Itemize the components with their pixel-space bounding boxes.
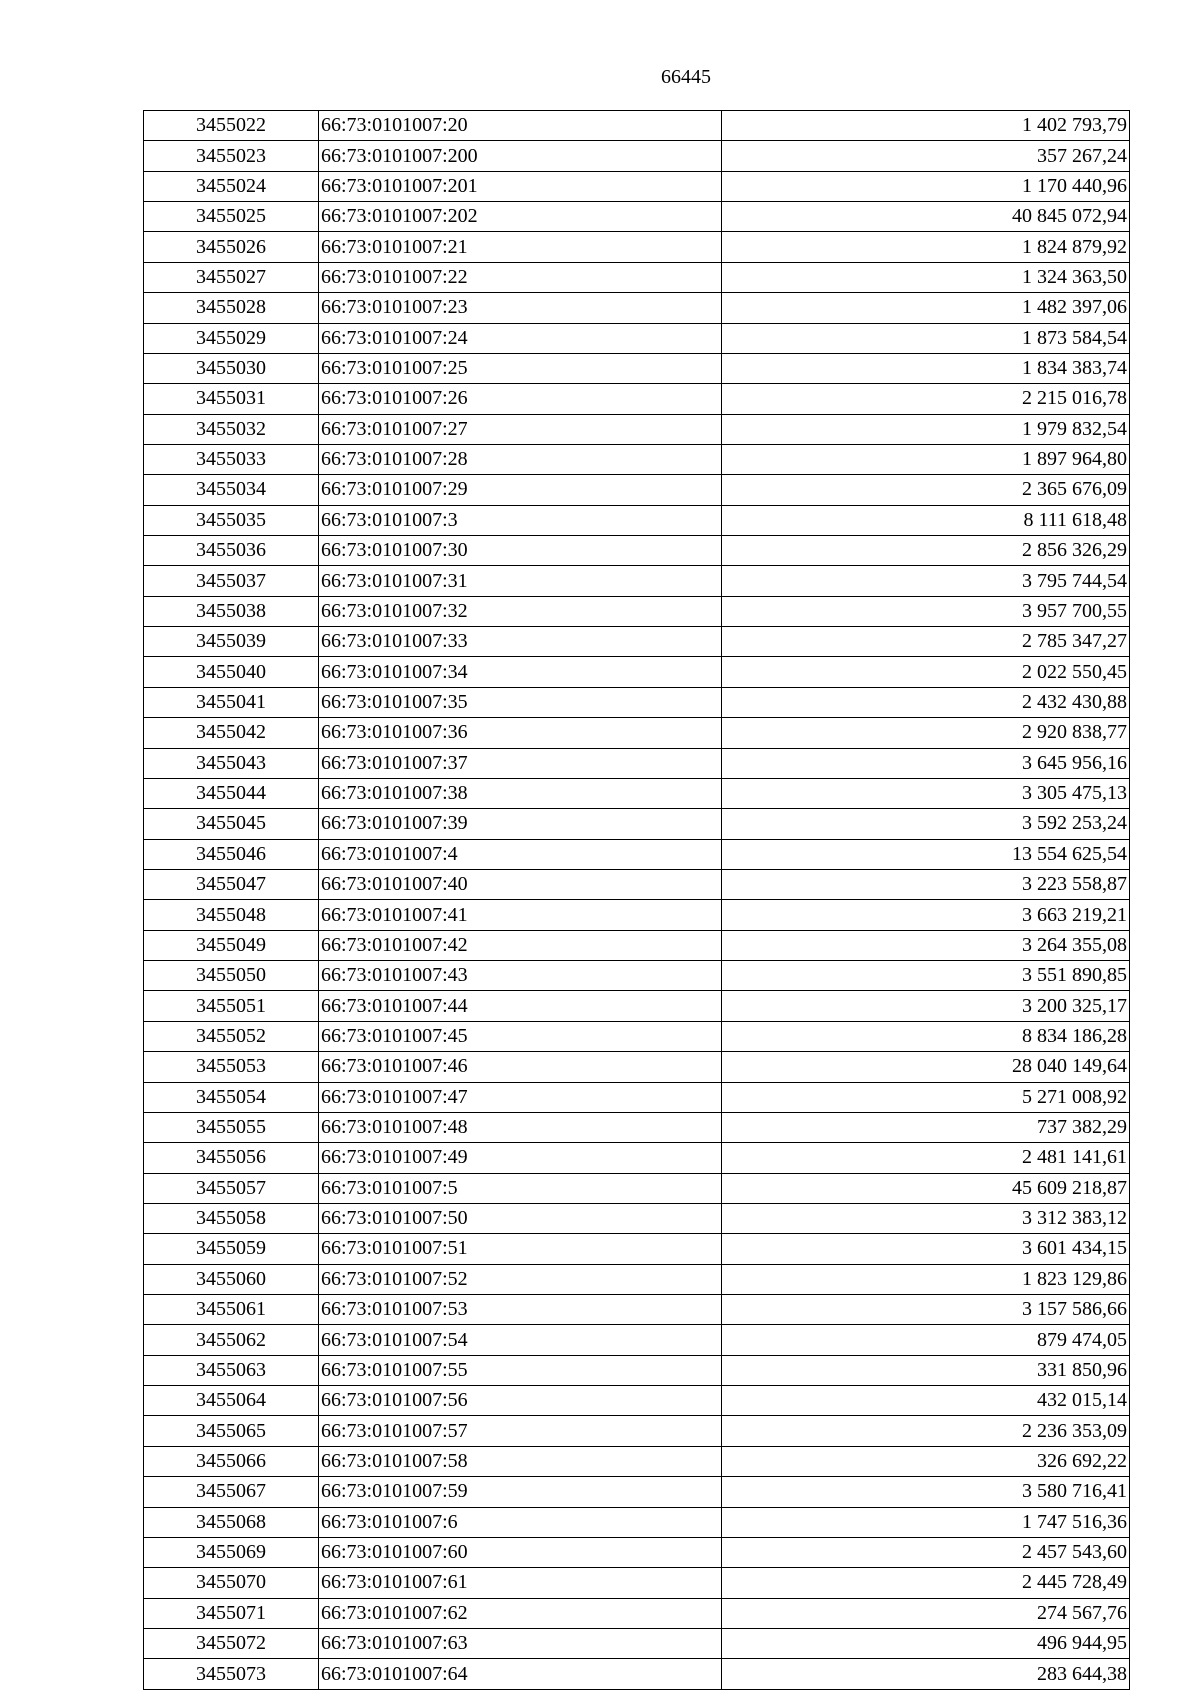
cadastral-number-cell: 66:73:0101007:32 <box>319 596 722 626</box>
table-row <box>144 111 1130 141</box>
row-id-cell: 3455034 <box>144 475 319 505</box>
table-row <box>144 930 1130 960</box>
cadastral-number-cell: 66:73:0101007:40 <box>319 869 722 899</box>
row-id-cell: 3455068 <box>144 1507 319 1537</box>
cadastral-number-cell: 66:73:0101007:5 <box>319 1173 722 1203</box>
table-row <box>144 1446 1130 1476</box>
cadastral-number-cell: 66:73:0101007:63 <box>319 1628 722 1658</box>
table-row <box>144 475 1130 505</box>
row-id-cell: 3455025 <box>144 202 319 232</box>
value-cell: 326 692,22 <box>722 1446 1130 1476</box>
value-cell: 283 644,38 <box>722 1659 1130 1689</box>
table-row <box>144 748 1130 778</box>
cadastral-number-cell: 66:73:0101007:42 <box>319 930 722 960</box>
table-row <box>144 1477 1130 1507</box>
value-cell: 3 305 475,13 <box>722 778 1130 808</box>
row-id-cell: 3455041 <box>144 687 319 717</box>
cadastral-number-cell: 66:73:0101007:31 <box>319 566 722 596</box>
value-cell: 45 609 218,87 <box>722 1173 1130 1203</box>
table-row <box>144 444 1130 474</box>
cadastral-number-cell: 66:73:0101007:27 <box>319 414 722 444</box>
cadastral-number-cell: 66:73:0101007:64 <box>319 1659 722 1689</box>
value-cell: 737 382,29 <box>722 1112 1130 1142</box>
row-id-cell: 3455035 <box>144 505 319 535</box>
value-cell: 8 834 186,28 <box>722 1021 1130 1051</box>
row-id-cell: 3455022 <box>144 111 319 141</box>
table-row <box>144 1203 1130 1233</box>
cadastral-number-cell: 66:73:0101007:201 <box>319 171 722 201</box>
row-id-cell: 3455069 <box>144 1537 319 1567</box>
value-cell: 1 823 129,86 <box>722 1264 1130 1294</box>
row-id-cell: 3455073 <box>144 1659 319 1689</box>
table-row <box>144 900 1130 930</box>
row-id-cell: 3455051 <box>144 991 319 1021</box>
value-cell: 1 824 879,92 <box>722 232 1130 262</box>
row-id-cell: 3455063 <box>144 1355 319 1385</box>
value-cell: 432 015,14 <box>722 1386 1130 1416</box>
cadastral-number-cell: 66:73:0101007:38 <box>319 778 722 808</box>
value-cell: 8 111 618,48 <box>722 505 1130 535</box>
cadastral-number-cell: 66:73:0101007:45 <box>319 1021 722 1051</box>
cadastral-number-cell: 66:73:0101007:29 <box>319 475 722 505</box>
value-cell: 3 795 744,54 <box>722 566 1130 596</box>
registry-table-body <box>144 111 1130 1690</box>
value-cell: 1 170 440,96 <box>722 171 1130 201</box>
table-row <box>144 1537 1130 1567</box>
value-cell: 28 040 149,64 <box>722 1052 1130 1082</box>
cadastral-number-cell: 66:73:0101007:44 <box>319 991 722 1021</box>
row-id-cell: 3455023 <box>144 141 319 171</box>
value-cell: 3 592 253,24 <box>722 809 1130 839</box>
cadastral-number-cell: 66:73:0101007:24 <box>319 323 722 353</box>
table-row <box>144 809 1130 839</box>
row-id-cell: 3455029 <box>144 323 319 353</box>
cadastral-number-cell: 66:73:0101007:58 <box>319 1446 722 1476</box>
value-cell: 1 897 964,80 <box>722 444 1130 474</box>
cadastral-number-cell: 66:73:0101007:35 <box>319 687 722 717</box>
value-cell: 1 979 832,54 <box>722 414 1130 444</box>
cadastral-number-cell: 66:73:0101007:22 <box>319 262 722 292</box>
value-cell: 3 157 586,66 <box>722 1295 1130 1325</box>
cadastral-number-cell: 66:73:0101007:59 <box>319 1477 722 1507</box>
row-id-cell: 3455042 <box>144 718 319 748</box>
table-row <box>144 323 1130 353</box>
table-row <box>144 961 1130 991</box>
table-row <box>144 1598 1130 1628</box>
cadastral-number-cell: 66:73:0101007:37 <box>319 748 722 778</box>
table-row <box>144 293 1130 323</box>
table-row <box>144 1416 1130 1446</box>
table-row <box>144 1355 1130 1385</box>
table-row <box>144 536 1130 566</box>
row-id-cell: 3455030 <box>144 353 319 383</box>
value-cell: 3 957 700,55 <box>722 596 1130 626</box>
row-id-cell: 3455040 <box>144 657 319 687</box>
cadastral-number-cell: 66:73:0101007:39 <box>319 809 722 839</box>
cadastral-number-cell: 66:73:0101007:25 <box>319 353 722 383</box>
row-id-cell: 3455053 <box>144 1052 319 1082</box>
row-id-cell: 3455049 <box>144 930 319 960</box>
table-row <box>144 687 1130 717</box>
value-cell: 274 567,76 <box>722 1598 1130 1628</box>
table-row <box>144 1325 1130 1355</box>
value-cell: 1 402 793,79 <box>722 111 1130 141</box>
table-row <box>144 202 1130 232</box>
table-row <box>144 1082 1130 1112</box>
cadastral-number-cell: 66:73:0101007:26 <box>319 384 722 414</box>
row-id-cell: 3455039 <box>144 627 319 657</box>
table-row <box>144 1659 1130 1689</box>
table-row <box>144 1507 1130 1537</box>
row-id-cell: 3455026 <box>144 232 319 262</box>
value-cell: 2 022 550,45 <box>722 657 1130 687</box>
cadastral-number-cell: 66:73:0101007:52 <box>319 1264 722 1294</box>
value-cell: 331 850,96 <box>722 1355 1130 1385</box>
row-id-cell: 3455036 <box>144 536 319 566</box>
cadastral-number-cell: 66:73:0101007:34 <box>319 657 722 687</box>
row-id-cell: 3455024 <box>144 171 319 201</box>
table-row <box>144 505 1130 535</box>
cadastral-number-cell: 66:73:0101007:60 <box>319 1537 722 1567</box>
cadastral-number-cell: 66:73:0101007:51 <box>319 1234 722 1264</box>
table-row <box>144 1143 1130 1173</box>
table-row <box>144 1112 1130 1142</box>
value-cell: 3 601 434,15 <box>722 1234 1130 1264</box>
cadastral-number-cell: 66:73:0101007:4 <box>319 839 722 869</box>
row-id-cell: 3455028 <box>144 293 319 323</box>
cadastral-number-cell: 66:73:0101007:36 <box>319 718 722 748</box>
table-row <box>144 1173 1130 1203</box>
table-row <box>144 414 1130 444</box>
row-id-cell: 3455044 <box>144 778 319 808</box>
row-id-cell: 3455058 <box>144 1203 319 1233</box>
table-row <box>144 1568 1130 1598</box>
value-cell: 2 856 326,29 <box>722 536 1130 566</box>
value-cell: 2 785 347,27 <box>722 627 1130 657</box>
cadastral-number-cell: 66:73:0101007:50 <box>319 1203 722 1233</box>
row-id-cell: 3455059 <box>144 1234 319 1264</box>
row-id-cell: 3455054 <box>144 1082 319 1112</box>
value-cell: 2 481 141,61 <box>722 1143 1130 1173</box>
cadastral-number-cell: 66:73:0101007:48 <box>319 1112 722 1142</box>
row-id-cell: 3455065 <box>144 1416 319 1446</box>
value-cell: 879 474,05 <box>722 1325 1130 1355</box>
cadastral-number-cell: 66:73:0101007:46 <box>319 1052 722 1082</box>
row-id-cell: 3455047 <box>144 869 319 899</box>
table-row <box>144 839 1130 869</box>
value-cell: 1 834 383,74 <box>722 353 1130 383</box>
value-cell: 2 432 430,88 <box>722 687 1130 717</box>
table-row <box>144 262 1130 292</box>
row-id-cell: 3455072 <box>144 1628 319 1658</box>
value-cell: 3 264 355,08 <box>722 930 1130 960</box>
value-cell: 357 267,24 <box>722 141 1130 171</box>
cadastral-number-cell: 66:73:0101007:53 <box>319 1295 722 1325</box>
table-row <box>144 627 1130 657</box>
cadastral-number-cell: 66:73:0101007:23 <box>319 293 722 323</box>
row-id-cell: 3455045 <box>144 809 319 839</box>
table-row <box>144 991 1130 1021</box>
value-cell: 2 457 543,60 <box>722 1537 1130 1567</box>
row-id-cell: 3455064 <box>144 1386 319 1416</box>
value-cell: 3 663 219,21 <box>722 900 1130 930</box>
value-cell: 3 645 956,16 <box>722 748 1130 778</box>
cadastral-number-cell: 66:73:0101007:28 <box>319 444 722 474</box>
cadastral-number-cell: 66:73:0101007:61 <box>319 1568 722 1598</box>
value-cell: 3 312 383,12 <box>722 1203 1130 1233</box>
value-cell: 40 845 072,94 <box>722 202 1130 232</box>
cadastral-number-cell: 66:73:0101007:62 <box>319 1598 722 1628</box>
row-id-cell: 3455037 <box>144 566 319 596</box>
row-id-cell: 3455060 <box>144 1264 319 1294</box>
row-id-cell: 3455057 <box>144 1173 319 1203</box>
value-cell: 13 554 625,54 <box>722 839 1130 869</box>
value-cell: 3 580 716,41 <box>722 1477 1130 1507</box>
cadastral-number-cell: 66:73:0101007:202 <box>319 202 722 232</box>
table-row <box>144 566 1130 596</box>
value-cell: 1 324 363,50 <box>722 262 1130 292</box>
value-cell: 2 365 676,09 <box>722 475 1130 505</box>
value-cell: 2 236 353,09 <box>722 1416 1130 1446</box>
cadastral-number-cell: 66:73:0101007:57 <box>319 1416 722 1446</box>
cadastral-number-cell: 66:73:0101007:54 <box>319 1325 722 1355</box>
cadastral-number-cell: 66:73:0101007:21 <box>319 232 722 262</box>
table-row <box>144 1628 1130 1658</box>
row-id-cell: 3455048 <box>144 900 319 930</box>
table-row <box>144 778 1130 808</box>
table-row <box>144 384 1130 414</box>
cadastral-number-cell: 66:73:0101007:55 <box>319 1355 722 1385</box>
cadastral-number-cell: 66:73:0101007:30 <box>319 536 722 566</box>
value-cell: 1 873 584,54 <box>722 323 1130 353</box>
cadastral-number-cell: 66:73:0101007:6 <box>319 1507 722 1537</box>
row-id-cell: 3455043 <box>144 748 319 778</box>
row-id-cell: 3455038 <box>144 596 319 626</box>
page-number-text: 66445 <box>661 66 711 88</box>
table-row <box>144 657 1130 687</box>
value-cell: 3 223 558,87 <box>722 869 1130 899</box>
row-id-cell: 3455071 <box>144 1598 319 1628</box>
cadastral-number-cell: 66:73:0101007:200 <box>319 141 722 171</box>
table-row <box>144 171 1130 201</box>
cadastral-number-cell: 66:73:0101007:56 <box>319 1386 722 1416</box>
value-cell: 3 200 325,17 <box>722 991 1130 1021</box>
cadastral-number-cell: 66:73:0101007:43 <box>319 961 722 991</box>
table-row <box>144 869 1130 899</box>
row-id-cell: 3455032 <box>144 414 319 444</box>
cadastral-number-cell: 66:73:0101007:49 <box>319 1143 722 1173</box>
value-cell: 3 551 890,85 <box>722 961 1130 991</box>
table-row <box>144 1234 1130 1264</box>
row-id-cell: 3455046 <box>144 839 319 869</box>
row-id-cell: 3455062 <box>144 1325 319 1355</box>
value-cell: 1 482 397,06 <box>722 293 1130 323</box>
row-id-cell: 3455055 <box>144 1112 319 1142</box>
table-row <box>144 1386 1130 1416</box>
table-row <box>144 596 1130 626</box>
row-id-cell: 3455031 <box>144 384 319 414</box>
page-number <box>0 66 1200 89</box>
row-id-cell: 3455061 <box>144 1295 319 1325</box>
table-row <box>144 1052 1130 1082</box>
value-cell: 2 215 016,78 <box>722 384 1130 414</box>
row-id-cell: 3455070 <box>144 1568 319 1598</box>
row-id-cell: 3455066 <box>144 1446 319 1476</box>
value-cell: 2 920 838,77 <box>722 718 1130 748</box>
row-id-cell: 3455050 <box>144 961 319 991</box>
row-id-cell: 3455056 <box>144 1143 319 1173</box>
value-cell: 5 271 008,92 <box>722 1082 1130 1112</box>
cadastral-number-cell: 66:73:0101007:41 <box>319 900 722 930</box>
registry-table <box>143 110 1130 1690</box>
table-row <box>144 1295 1130 1325</box>
table-row <box>144 141 1130 171</box>
table-row <box>144 232 1130 262</box>
row-id-cell: 3455033 <box>144 444 319 474</box>
table-row <box>144 718 1130 748</box>
cadastral-number-cell: 66:73:0101007:3 <box>319 505 722 535</box>
table-row <box>144 1264 1130 1294</box>
row-id-cell: 3455067 <box>144 1477 319 1507</box>
value-cell: 1 747 516,36 <box>722 1507 1130 1537</box>
table-row <box>144 1021 1130 1051</box>
cadastral-number-cell: 66:73:0101007:33 <box>319 627 722 657</box>
cadastral-number-cell: 66:73:0101007:20 <box>319 111 722 141</box>
value-cell: 2 445 728,49 <box>722 1568 1130 1598</box>
cadastral-number-cell: 66:73:0101007:47 <box>319 1082 722 1112</box>
row-id-cell: 3455052 <box>144 1021 319 1051</box>
value-cell: 496 944,95 <box>722 1628 1130 1658</box>
row-id-cell: 3455027 <box>144 262 319 292</box>
table-row <box>144 353 1130 383</box>
